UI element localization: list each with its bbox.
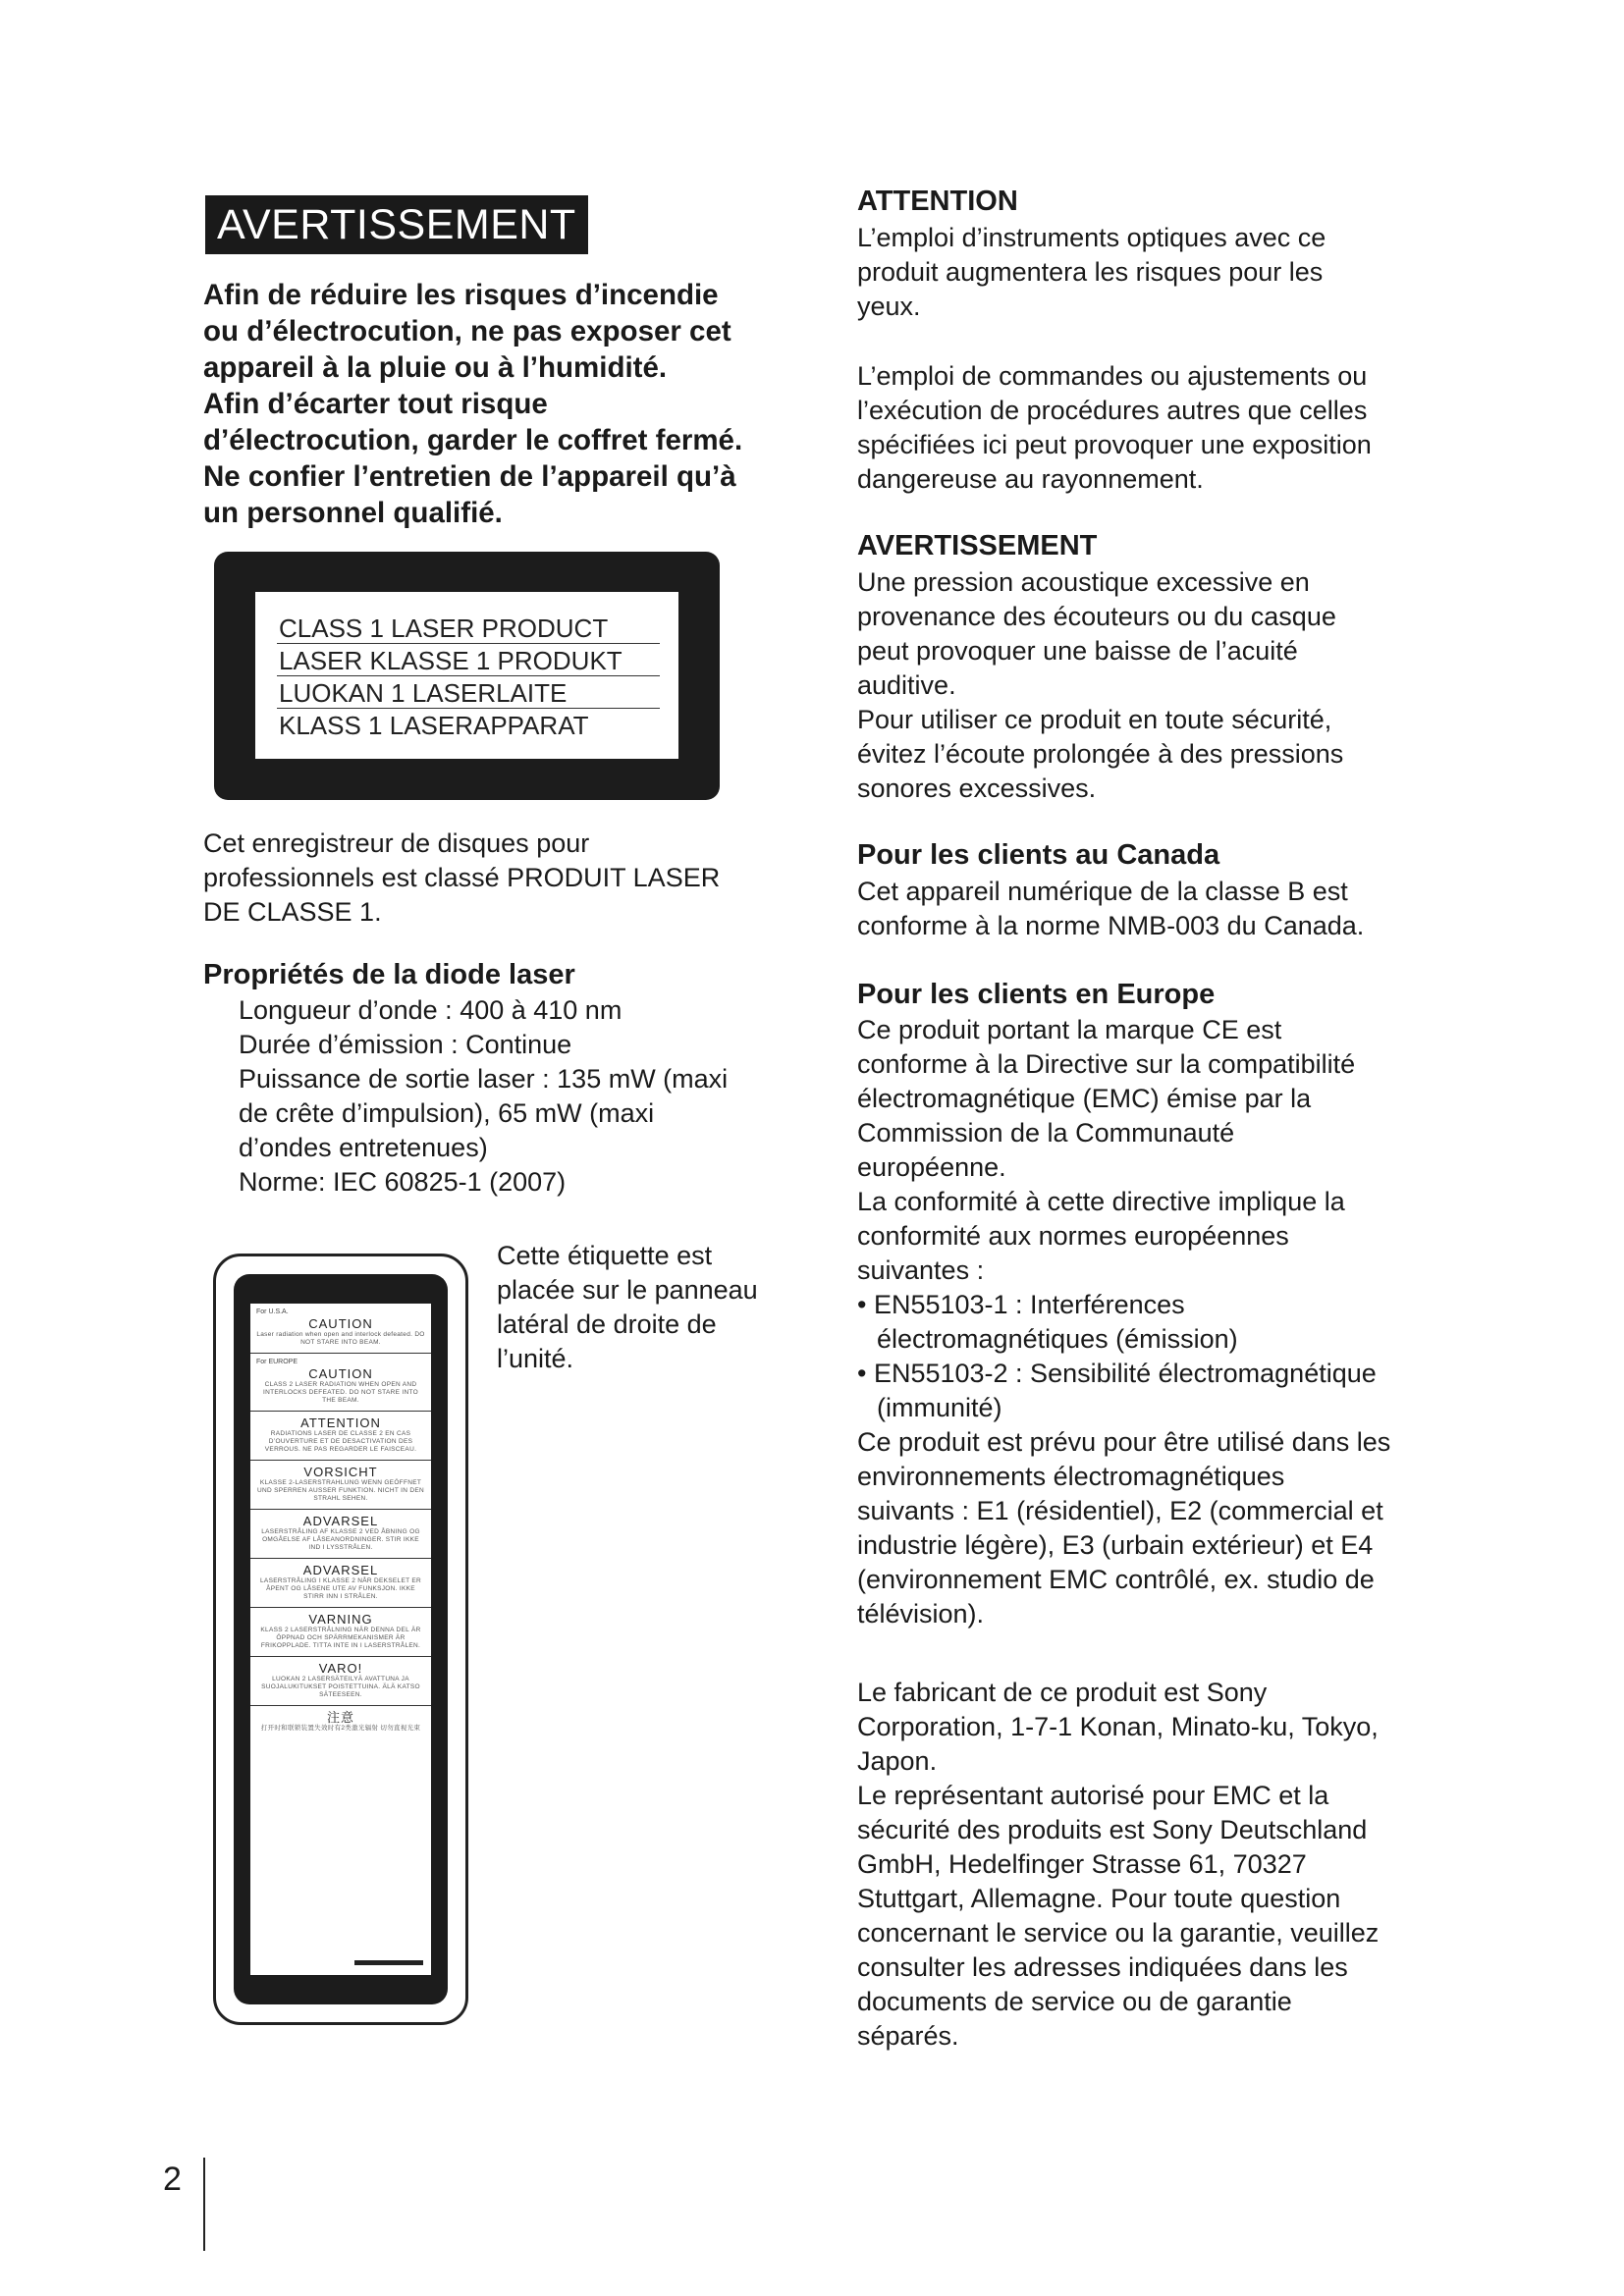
- diode-properties: Longueur d’onde : 400 à 410 nm Durée d’émission : Continue Puissance de sortie laser : 135 mW (maxi de crête d’impulsion), 65 mW (maxi d’ondes entretenues) Norme: IEC 60825-1 (2007): [239, 995, 729, 1197]
- side-warning-label: [213, 1254, 468, 2025]
- label-bar: [354, 1960, 423, 1965]
- page-number-rule: [203, 2158, 205, 2251]
- avertissement-heading: AVERTISSEMENT: [857, 530, 1098, 561]
- list-item: • EN55103-2 : Sensibilité électromagnétique: [857, 1359, 1377, 1388]
- canada-heading: Pour les clients au Canada: [857, 839, 1220, 871]
- europe-paragraph: Ce produit portant la marque CE est conforme à la Directive sur la compatibilité électromagnétique (EMC) émise par la Commission de la Communauté européenne. La conformité à cette directive implique la conformité aux normes européennes suivantes : • EN55103-1 : Interférences électromagnétiques (émission) • EN55103-2 : Sensibilité électromagnétique (immunité) Ce produit est prévu pour être utilisé dans les environnements électromagnétiques suivants : E1 (résidentiel), E2 (commercial et industrie légère), E3 (urbain extérieur) et E4 (environnement EMC contrôlé, ex. studio de télévision).: [857, 1013, 1446, 1631]
- warning-banner: AVERTISSEMENT: [205, 195, 588, 254]
- label-caption: Cette étiquette est placée sur le panneau latéral de droite de l’unité.: [497, 1241, 758, 1373]
- page-number: 2: [163, 2161, 182, 2198]
- manufacturer-paragraph: Le fabricant de ce produit est Sony Corporation, 1-7-1 Konan, Minato-ku, Tokyo, Japon. Le représentant autorisé pour EMC et la sécurité des produits est Sony Deutschland GmbH, Hedelfinger Strasse 61, 70327 Stuttgart, Allemagne. Pour toute question concernant le service ou la garantie, veuillez consulter les adresses indiquées dans les documents de service ou de garantie séparés.: [857, 1678, 1380, 2051]
- label-section: VARNING KLASS 2 LASERSTRÅLNING NÄR DENNA DEL ÄR ÖPPNAD OCH SPÄRRMEKANISMER ÄR FRIKOPPLADE. TITTA INTE IN I LASERSTRÅLEN.: [250, 1608, 431, 1657]
- label-section: For EUROPE CAUTION CLASS 2 LASER RADIATION WHEN OPEN AND INTERLOCKS DEFEATED. DO NOT STARE INTO THE BEAM.: [250, 1354, 431, 1412]
- list-item: • EN55103-1 : Interférences: [857, 1290, 1185, 1319]
- attention-paragraph: L’emploi de commandes ou ajustements ou l’exécution de procédures autres que celles spécifiées ici peut provoquer une exposition dangereuse au rayonnement.: [857, 361, 1372, 494]
- laser-label-line: LASER KLASSE 1 PRODUKT: [277, 646, 660, 676]
- label-section: ATTENTION RADIATIONS LASER DE CLASSE 2 EN CAS D’OUVERTURE ET DE DESACTIVATION DES VERROUS. NE PAS REGARDER LE FAISCEAU.: [250, 1412, 431, 1461]
- label-section: VORSICHT KLASSE 2-LASERSTRAHLUNG WENN GEÖFFNET UND SPERREN AUSSER FUNKTION. NICHT IN DEN STRAHL SEHEN.: [250, 1461, 431, 1510]
- laser-label-line: LUOKAN 1 LASERLAITE: [277, 678, 660, 709]
- diode-heading: Propriétés de la diode laser: [203, 959, 575, 990]
- laser-label-panel: [255, 592, 678, 759]
- europe-heading: Pour les clients en Europe: [857, 979, 1216, 1010]
- laser-class-text: Cet enregistreur de disques pour professionnels est classé PRODUIT LASER DE CLASSE 1.: [203, 828, 721, 927]
- laser-label-line: KLASS 1 LASERAPPARAT: [279, 711, 589, 740]
- avertissement-paragraph: Une pression acoustique excessive en provenance des écouteurs ou du casque peut provoquer une baisse de l’acuité auditive. Pour utiliser ce produit en toute sécurité, évitez l’écoute prolongée à des pressions sonores excessives.: [857, 567, 1344, 803]
- label-section: ADVARSEL LASERSTRÅLING AF KLASSE 2 VED ÅBNING OG OMGÅELSE AF LÅSEANORDNINGER. STIR IKKE IND I LYSSTRÅLEN.: [250, 1510, 431, 1559]
- laser-label-line: CLASS 1 LASER PRODUCT: [277, 614, 660, 644]
- canada-paragraph: Cet appareil numérique de la classe B est conforme à la norme NMB-003 du Canada.: [857, 877, 1365, 940]
- label-section: For U.S.A. CAUTION Laser radiation when open and interlock defeated. DO NOT STARE INTO BEAM.: [250, 1304, 431, 1354]
- safety-warning: Afin de réduire les risques d’incendie ou d’électrocution, ne pas exposer cet appareil à la pluie ou à l’humidité. Afin d’écarter tout risque d’électrocution, garder le coffret fermé. Ne confier l’entretien de l’appareil qu’à un personnel qualifié.: [203, 279, 743, 529]
- label-section: 注意 打开时和联锁装置失效时有2类激光辐射 切勿直视光束: [260, 1710, 421, 1732]
- attention-paragraph: L’emploi d’instruments optiques avec ce produit augmentera les risques pour les yeux.: [857, 223, 1326, 321]
- label-section: VARO! LUOKAN 2 LASERSÄTEILYÄ AVATTUNA JA SUOJALUKITUKSET POISTETTUINA. ÄLÄ KATSO SÄTEESEEN.: [250, 1657, 431, 1706]
- attention-heading: ATTENTION: [857, 186, 1018, 217]
- label-section: ADVARSEL LASERSTRÅLING I KLASSE 2 NÅR DEKSELET ER ÅPENT OG LÅSENE UTE AV FUNKSJON. IKKE STIRR INN I STRÅLEN.: [250, 1559, 431, 1608]
- laser-class-label: [214, 552, 720, 800]
